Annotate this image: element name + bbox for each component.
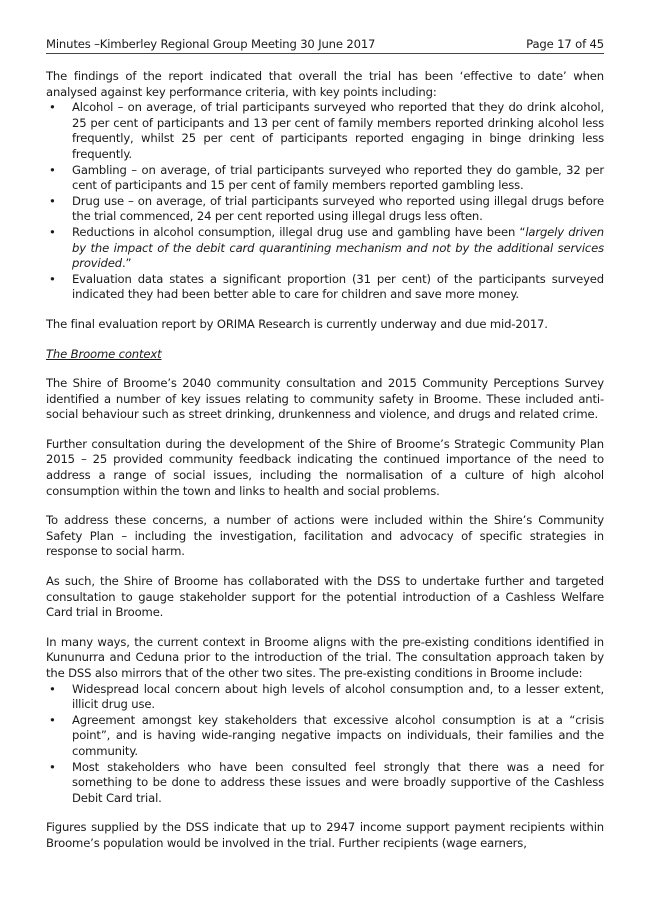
list-item [46, 272, 604, 303]
page-header [46, 37, 604, 54]
paragraph: As such, the Shire of Broome has collaborated with the DSS to undertake further and targeted consultation to gauge stakeholder support for the potential introduction of a Cashless Welfare Card trial in Broome. [46, 574, 604, 620]
bullet-icon: • [49, 681, 56, 696]
bullet-icon: • [49, 759, 56, 774]
list-item-text: Evaluation data states a significant proportion (31 per cent) of the participants surveyed indicated they had been better able to care for children and save more money. [72, 271, 604, 302]
figures-paragraph: Figures supplied by the DSS indicate that up to 2947 income support payment recipients within Broome’s population would be involved in the trial. Further recipients (wage earners, [46, 820, 604, 850]
list-item-text: Agreement amongst key stakeholders that excessive alcohol consumption is at a “crisis point”, and is having wide-ranging negative impacts on individuals, their families and the community. [72, 712, 604, 758]
list-item [46, 225, 604, 272]
list-item-text: Most stakeholders who have been consulted feel strongly that there was a need for something to be done to address these issues and were broadly supportive of the Cashless Debit Card trial. [72, 759, 604, 805]
header-page-number: Page 17 of 45 [526, 37, 604, 51]
list-item [46, 194, 604, 225]
document-page [46, 0, 604, 923]
list-item-text: Drug use – on average, of trial participants surveyed who reported using illegal drugs before the trial commenced, 24 per cent reported using illegal drugs less often. [72, 193, 604, 224]
paragraph: To address these concerns, a number of actions were included within the Shire’s Community Safety Plan – including the investigation, facilitation and advocacy of specific strategies in response to social harm. [46, 513, 604, 559]
context-intro: In many ways, the current context in Broome aligns with the pre-existing conditions identified in Kununurra and Ceduna prior to the introduction of the trial. The consultation approach taken by the DSS also mirrors that of the other two sites. The pre-existing conditions in Broome include: [46, 634, 604, 680]
document-body [46, 69, 604, 852]
paragraph: Further consultation during the development of the Shire of Broome’s Strategic Community Plan 2015 – 25 provided community feedback indicating the continued importance of the need to address a range of social issues, including the normalisation of a culture of high alcohol consumption within the town and links to health and social problems. [46, 436, 604, 498]
bullet-icon: • [49, 712, 56, 727]
list-item [46, 682, 604, 713]
list-item-text: Alcohol – on average, of trial participants surveyed who reported that they do drink alcohol, 25 per cent of participants and 13 per cent of family members reported drinking alcohol less frequently, whilst 25 per cent of participants reported engaging in binge drinking less frequently. [72, 100, 604, 161]
findings-intro: The findings of the report indicated that overall the trial has been ‘effective to date’ when analysed against key performance criteria, with key points including: [46, 69, 604, 99]
list-item-text: Reductions in alcohol consumption, illegal drug use and gambling have been “ [72, 224, 526, 239]
list-item-text: Gambling – on average, of trial participants surveyed who reported they do gamble, 32 per cent of participants and 15 per cent of family members reported gambling less. [72, 162, 604, 193]
list-item-text: Widespread local concern about high levels of alcohol consumption and, to a lesser extent, illicit drug use. [72, 681, 604, 712]
quote-end: .” [121, 256, 132, 271]
conditions-list [46, 682, 604, 807]
list-item [46, 163, 604, 194]
section-heading: The Broome context [46, 346, 162, 361]
quote-italic: largely driven by the impact of the debit card quarantining mechanism and not by the additional services provided [72, 224, 604, 271]
final-evaluation-paragraph: The final evaluation report by ORIMA Research is currently underway and due mid-2017. [46, 316, 548, 331]
paragraph: The Shire of Broome’s 2040 community consultation and 2015 Community Perceptions Survey identified a number of key issues relating to community safety in Broome. These included anti-social behaviour such as street drinking, drunkenness and violence, and drugs and related crime. [46, 376, 604, 422]
bullet-icon: • [49, 193, 56, 208]
header-title: Minutes –Kimberley Regional Group Meeting 30 June 2017 [46, 37, 376, 51]
list-item [46, 100, 604, 162]
findings-list [46, 100, 604, 303]
list-item [46, 760, 604, 807]
bullet-icon: • [49, 271, 56, 286]
list-item [46, 713, 604, 760]
bullet-icon: • [49, 224, 56, 239]
bullet-icon: • [49, 100, 56, 115]
bullet-icon: • [49, 162, 56, 177]
